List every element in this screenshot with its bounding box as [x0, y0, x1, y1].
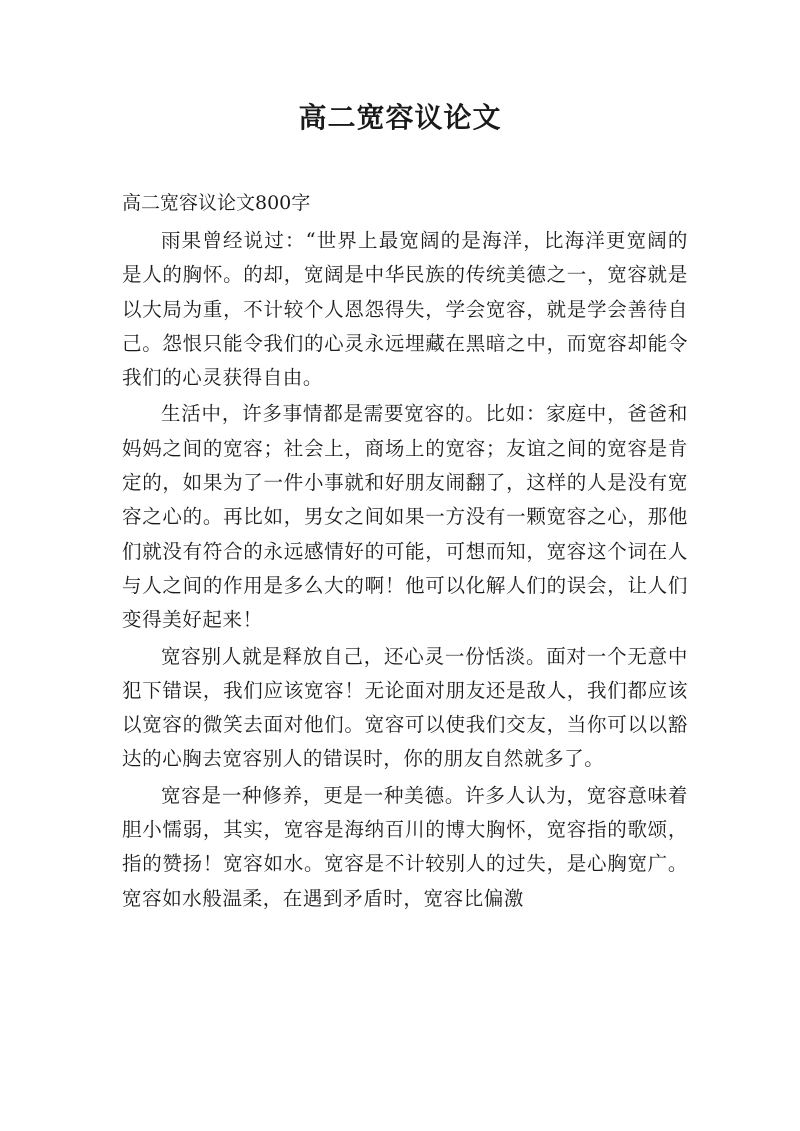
paragraph-2: 生活中，许多事情都是需要宽容的。比如：家庭中，爸爸和妈妈之间的宽容；社会上，商场上的宽容；友谊之间的宽容是肯定的，如果为了一件小事就和好朋友闹翻了，这样的人是没有宽容之心的。再比如，男女之间如果一方没有一颗宽容之心，那他们就没有符合的永远感情好的可能，可想而知，宽容这个词在人与人之间的作用是多么大的啊！他可以化解人们的误会，让人们变得美好起来！ — [122, 402, 688, 632]
paragraph-3: 宽容别人就是释放自己，还心灵一份恬淡。面对一个无意中犯下错误，我们应该宽容！无论面对朋友还是敌人，我们都应该以宽容的微笑去面对他们。宽容可以使我们交友，当你可以以豁达的心胸去宽容别人的错误时，你的朋友自然就多了。 — [122, 644, 688, 771]
paragraph-1: 雨果曾经说过：“世界上最宽阔的是海洋，比海洋更宽阔的是人的胸怀。的却，宽阔是中华民族的传统美德之一，宽容就是以大局为重，不计较个人恩怨得失，学会宽容，就是学会善待自己。怨恨只能令我们的心灵永远埋藏在黑暗之中，而宽容却能令我们的心灵获得自由。 — [122, 229, 688, 390]
document-title: 高二宽容议论文 — [298, 101, 502, 134]
document-body — [122, 224, 688, 918]
document-subtitle: 高二宽容议论文800字 — [122, 192, 311, 214]
paragraph-4: 宽容是一种修养，更是一种美德。许多人认为，宽容意味着胆小懦弱，其实，宽容是海纳百川的博大胸怀，宽容指的歌颂，指的赞扬！宽容如水。宽容是不计较别人的过失，是心胸宽广。宽容如水般温柔，在遇到矛盾时，宽容比偏激 — [122, 783, 688, 910]
